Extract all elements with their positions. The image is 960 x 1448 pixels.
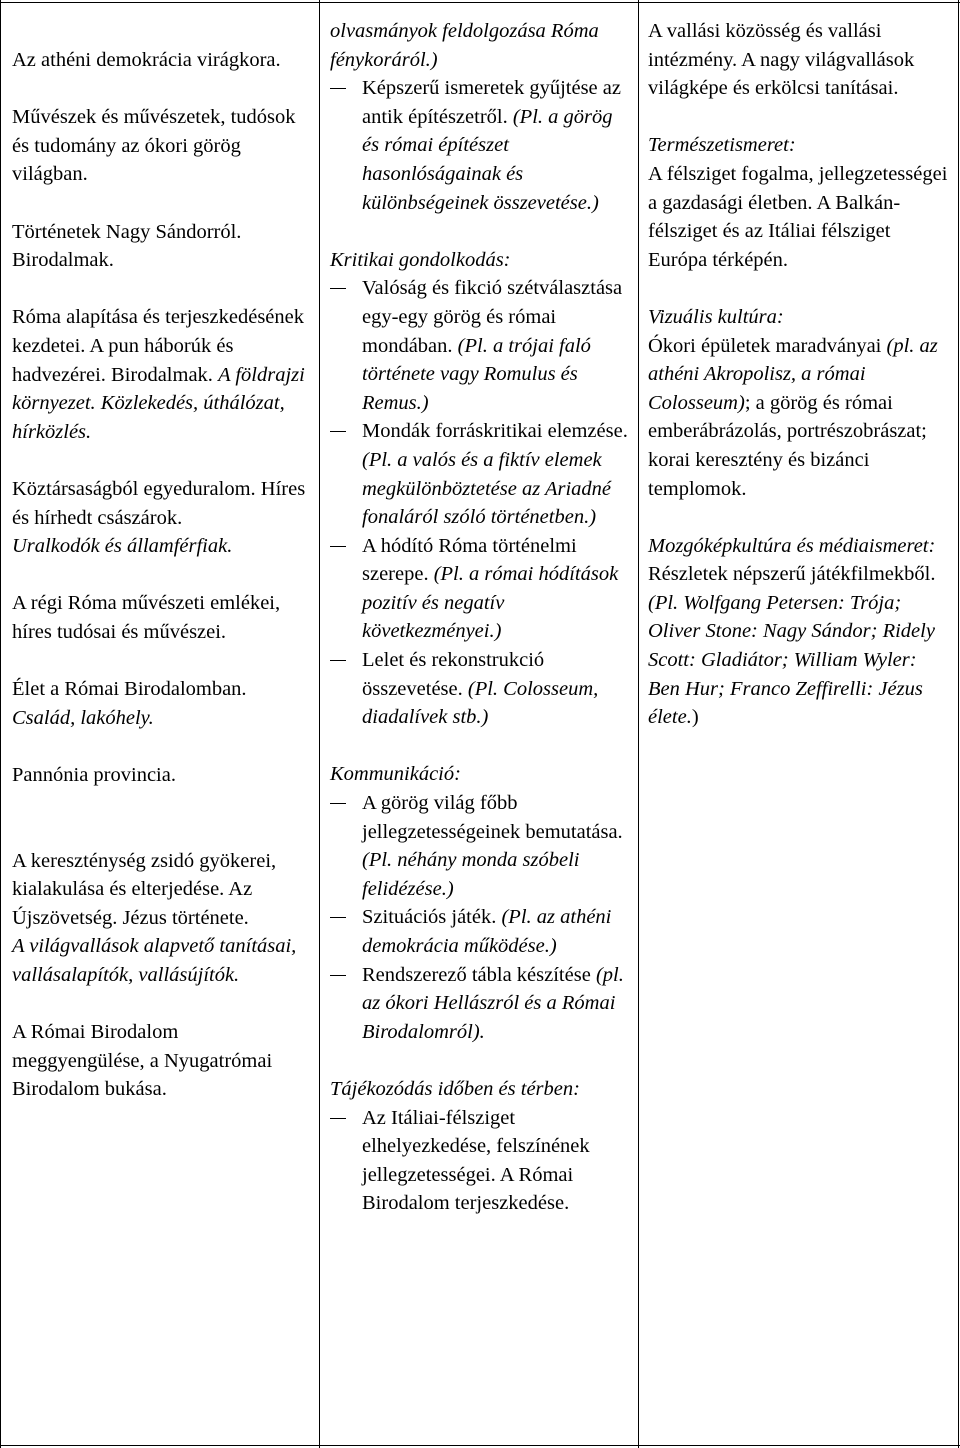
heading-communication: Kommunikáció:: [330, 763, 461, 786]
activities-column: [330, 17, 630, 1218]
activity-source-criticism: Mondák forráskritikai elemzése. (Pl. a valós és a fiktív elemek megkülönböztetése az Ariadné fonaláról szóló történetben.): [330, 417, 630, 531]
topic-rulers: Uralkodók és államférfiak.: [12, 535, 233, 558]
activity-continued: olvasmányok feldolgozása Róma fénykoráról.): [330, 20, 599, 71]
connection-peninsula: A félsziget fogalma, jellegzetességei a gazdasági életben. A Balkán-félsziget és az Itáliai félsziget Európa térképén.: [648, 162, 948, 271]
connection-ancient-buildings: Ókori épületek maradványai (pl. az athéni Akropolisz, a római Colosseum); a görög és római emberábrázolás, portrészobrászat; korai keresztény és bizánci templomok.: [648, 334, 938, 500]
topics-column: [12, 46, 312, 1104]
heading-natural-science: Természetismeret:: [648, 134, 796, 157]
topic-family: Család, lakóhely.: [12, 706, 154, 729]
table-border-top: [0, 2, 960, 3]
activity-greek-world: A görög világ főbb jellegzetességeinek bemutatása. (Pl. néhány monda szóbeli felidézése.): [330, 789, 630, 903]
topic-roman-art: A régi Róma művészeti emlékei, híres tudósai és művészei.: [12, 592, 281, 643]
table-border-left: [0, 0, 1, 1448]
topic-fall-of-rome: A Római Birodalom meggyengülése, a Nyugatrómai Birodalom bukása.: [12, 1021, 273, 1101]
topic-christianity: A kereszténység zsidó gyökerei, kialakulása és elterjedése. Az Újszövetség. Jézus története.: [12, 849, 277, 929]
topic-world-religions: A világvallások alapvető tanításai, vallásalapítók, vallásújítók.: [12, 935, 297, 986]
topic-greek-arts: Művészek és művészetek, tudósok és tudomány az ókori görög világban.: [12, 106, 296, 186]
activity-conquering-rome: A hódító Róma történelmi szerepe. (Pl. a római hódítások pozitív és negatív következményei.): [330, 532, 630, 646]
activity-role-play: Szituációs játék. (Pl. az athéni demokrácia működése.): [330, 903, 630, 960]
topic-athens: Az athéni demokrácia virágkora.: [12, 49, 281, 71]
heading-critical-thinking: Kritikai gondolkodás:: [330, 248, 511, 271]
connections-column: [648, 17, 953, 732]
connection-film: Mozgóképkultúra és médiaismeret: Részletek népszerű játékfilmekből. (Pl. Wolfgang Petersen: Trója; Oliver Stone: Nagy Sándor; Ridely Scott: Gladiátor; William Wyler: Ben Hur; Franco Zeffirelli: Jézus élete.): [648, 534, 936, 729]
topic-rome-founding: Róma alapítása és terjeszkedésének kezdetei. A pun háborúk és hadvezérei. Birodalmak. A földrajzi környezet. Közlekedés, úthálózat, hírközlés.: [12, 306, 305, 443]
topic-roman-life: Élet a Római Birodalomban.: [12, 678, 247, 701]
heading-visual-culture: Vizuális kultúra:: [648, 305, 784, 328]
table-border-right: [958, 0, 959, 1448]
activity-fact-fiction: Valóság és fikció szétválasztása egy-egy görög és római mondában. (Pl. a trójai faló története vagy Romulus és Remus.): [330, 274, 630, 417]
activity-italian-peninsula: Az Itáliai-félsziget elhelyezkedése, felszínének jellegzetességei. A Római Birodalom terjeszkedése.: [330, 1104, 630, 1218]
topic-emperors: Köztársaságból egyeduralom. Híres és hírhedt császárok.: [12, 477, 306, 529]
topic-alexander: Történetek Nagy Sándorról. Birodalmak.: [12, 220, 242, 272]
topic-pannonia: Pannónia provincia.: [12, 763, 176, 786]
activity-summary-table: Rendszerező tábla készítése (pl. az ókori Hellászról és a Római Birodalomról).: [330, 961, 630, 1047]
activity-reconstruction: Lelet és rekonstrukció összevetése. (Pl. Colosseum, diadalívek stb.): [330, 646, 630, 732]
column-divider-2: [638, 0, 639, 1448]
table-border-bottom: [0, 1445, 960, 1446]
connection-religion: A vallási közösség és vallási intézmény. A nagy világvallások világképe és erkölcsi tanításai.: [648, 20, 915, 100]
column-divider-1: [319, 0, 320, 1448]
activity-architecture: Képszerű ismeretek gyűjtése az antik építészetről. (Pl. a görög és római építészet hasonlóságainak és különbségeinek összevetése.): [330, 74, 630, 217]
heading-orientation: Tájékozódás időben és térben:: [330, 1077, 580, 1100]
